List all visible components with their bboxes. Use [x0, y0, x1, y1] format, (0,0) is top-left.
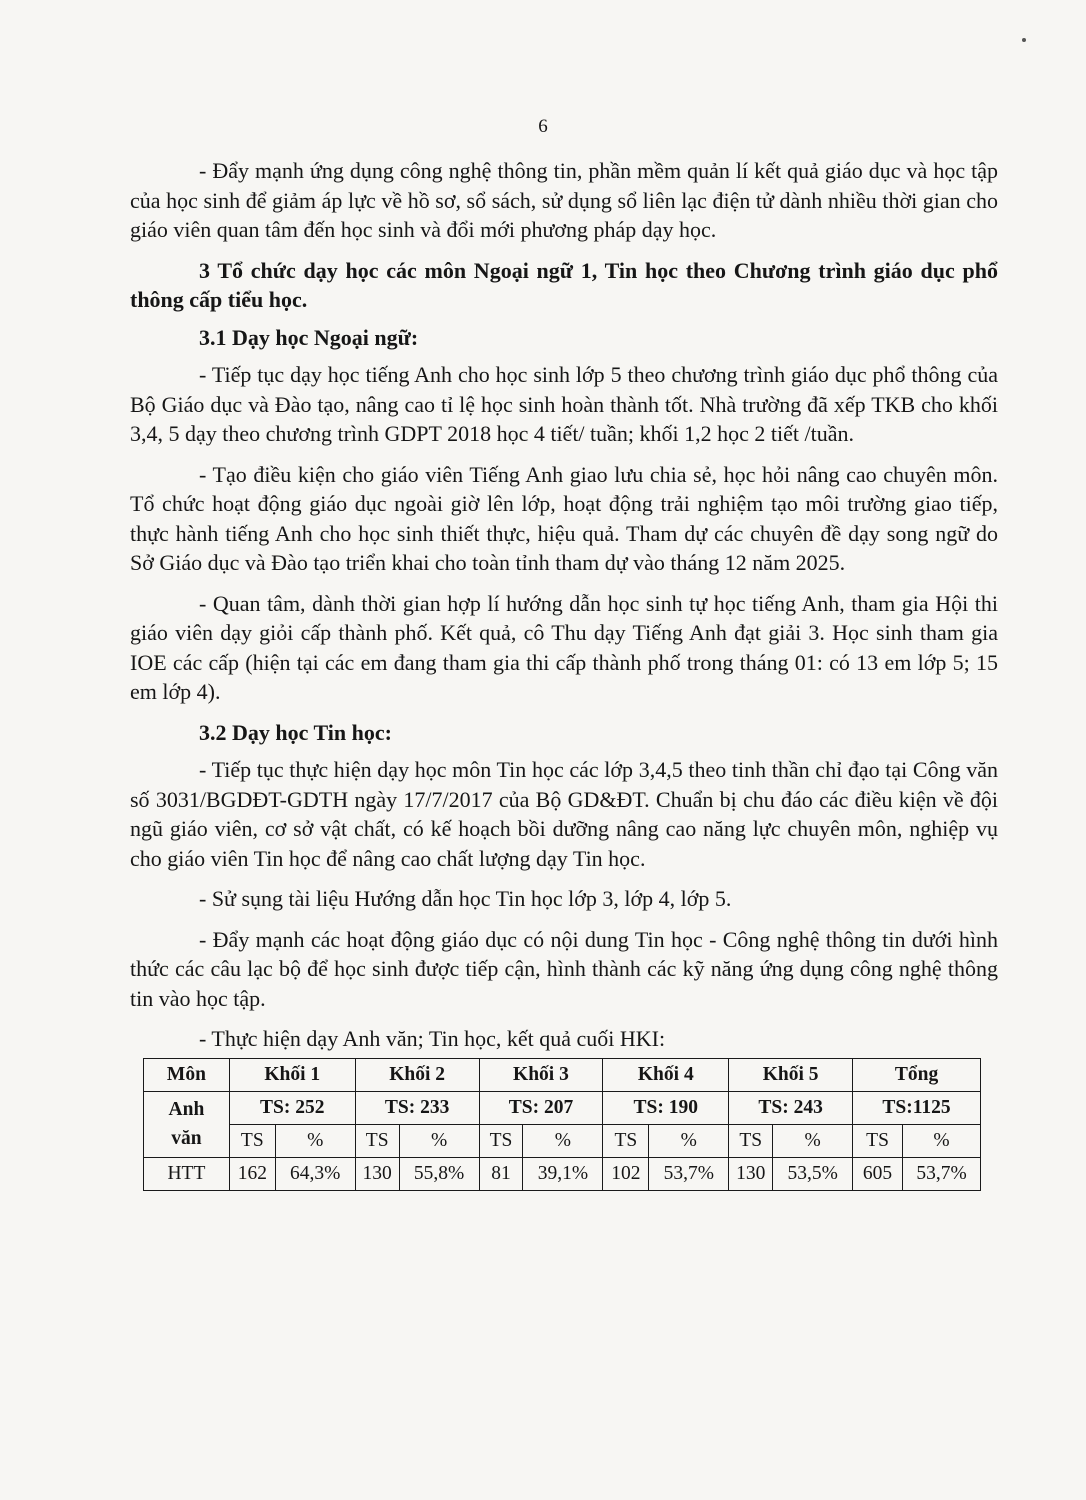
htt-pct-grade-2: 55,8% — [399, 1157, 479, 1190]
htt-count-total: 605 — [853, 1157, 903, 1190]
header-grade-5: Khối 5 — [729, 1058, 853, 1091]
paragraph-english-self-study: - Quan tâm, dành thời gian hợp lí hướng dẫn học sinh tự học tiếng Anh, tham gia Hội thi giáo viên dạy giỏi cấp thành phố. Kết quả, cô Thu dạy Tiếng Anh đạt giải 3. Học sinh tham gia IOE các cấp (hiện tại các em đang tham gia thi cấp thành phố trong tháng 01: có 13 em lớp 5; 15 em lớp 4). — [130, 590, 998, 704]
subject-name-line1: Anh — [168, 1098, 205, 1120]
htt-count-grade-3: 81 — [479, 1157, 523, 1190]
ts-label: TS — [355, 1124, 399, 1157]
paragraph-english-program: - Tiếp tục dạy học tiếng Anh cho học sinh lớp 5 theo chương trình giáo dục phổ thông của Bộ Giáo dục và Đào tạo, nâng cao tỉ lệ học sinh hoàn thành tốt. Nhà trường đã xếp TKB cho khối 3,4, 5 dạy theo chương trình GDPT 2018 học 4 tiết/ tuần; khối 1,2 học 2 tiết /tuần. — [130, 362, 998, 446]
htt-count-grade-1: 162 — [229, 1157, 275, 1190]
pct-label: % — [903, 1124, 981, 1157]
ts-label: TS — [853, 1124, 903, 1157]
pct-label: % — [275, 1124, 355, 1157]
total-grade-5: TS: 243 — [729, 1091, 853, 1124]
paragraph-informatics-program: - Tiếp tục thực hiện dạy học môn Tin học các lớp 3,4,5 theo tinh thần chỉ đạo tại Công văn số 3031/BGDĐT-GDTH ngày 17/7/2017 của Bộ GD&ĐT. Chuẩn bị chu đáo các điều kiện về đội ngũ giáo viên, cơ sở vật chất, có kế hoạch bồi dưỡng nâng cao năng lực chuyên môn, nghiệp vụ cho giáo viên Tin học để nâng cao chất lượng dạy Tin học. — [130, 757, 998, 871]
section-heading-3-2: 3.2 Dạy học Tin học: — [199, 719, 392, 745]
table-intro: - Thực hiện dạy Anh văn; Tin học, kết quả cuối HKI: — [199, 1026, 666, 1051]
paragraph-informatics-clubs: - Đẩy mạnh các hoạt động giáo dục có nội dung Tin học - Công nghệ thông tin dưới hình thức các câu lạc bộ để học sinh được tiếp cận, hình thành các kỹ năng ứng dụng công nghệ thông tin vào học tập. — [130, 926, 998, 1011]
htt-count-grade-5: 130 — [729, 1157, 773, 1190]
htt-count-grade-4: 102 — [603, 1157, 649, 1190]
header-grade-3: Khối 3 — [479, 1058, 603, 1091]
document-body — [130, 156, 998, 1191]
table-subheader-row — [144, 1124, 981, 1157]
pct-label: % — [523, 1124, 603, 1157]
htt-pct-grade-4: 53,7% — [649, 1157, 729, 1190]
results-table — [143, 1058, 981, 1191]
table-header-row — [144, 1058, 981, 1091]
ts-label: TS — [729, 1124, 773, 1157]
total-all: TS:1125 — [853, 1091, 981, 1124]
paragraph-english-teachers: - Tạo điều kiện cho giáo viên Tiếng Anh giao lưu chia sẻ, học hỏi nâng cao chuyên môn. Tổ chức hoạt động giáo dục ngoài giờ lên lớp, hoạt động trải nghiệm tạo môi trường giao tiếp, thực hành tiếng Anh cho học sinh thiết thực, hiệu quả. Tham dự các chuyên đề dạy song ngữ do Sở Giáo dục và Đào tạo triển khai cho toàn tỉnh tham dự vào tháng 12 năm 2025. — [130, 461, 998, 575]
htt-pct-grade-3: 39,1% — [523, 1157, 603, 1190]
header-grade-1: Khối 1 — [229, 1058, 355, 1091]
htt-pct-grade-5: 53,5% — [773, 1157, 853, 1190]
page-number: 6 — [538, 116, 548, 137]
header-grade-4: Khối 4 — [603, 1058, 729, 1091]
htt-pct-grade-1: 64,3% — [275, 1157, 355, 1190]
header-total: Tổng — [853, 1058, 981, 1091]
section-heading-3-1: 3.1 Dạy học Ngoại ngữ: — [199, 324, 419, 350]
htt-count-grade-2: 130 — [355, 1157, 399, 1190]
paragraph-it-application: - Đẩy mạnh ứng dụng công nghệ thông tin, phần mềm quản lí kết quả giáo dục và học tập của học sinh để giảm áp lực về hồ sơ, sổ sách, sử dụng sổ liên lạc điện tử dành nhiều thời gian cho giáo viên quan tâm đến học sinh và đổi mới phương pháp dạy học. — [130, 158, 998, 242]
subject-name-line2: văn — [171, 1128, 202, 1149]
ts-label: TS — [479, 1124, 523, 1157]
row-label-htt: HTT — [144, 1157, 230, 1190]
header-subject: Môn — [144, 1058, 230, 1091]
paragraph-informatics-materials: - Sử sụng tài liệu Hướng dẫn học Tin học lớp 3, lớp 4, lớp 5. — [199, 886, 732, 911]
total-grade-2: TS: 233 — [355, 1091, 479, 1124]
total-grade-3: TS: 207 — [479, 1091, 603, 1124]
scan-speck — [1022, 38, 1026, 42]
total-grade-1: TS: 252 — [229, 1091, 355, 1124]
header-grade-2: Khối 2 — [355, 1058, 479, 1091]
pct-label: % — [773, 1124, 853, 1157]
subject-name-cell — [144, 1091, 230, 1157]
htt-pct-total: 53,7% — [903, 1157, 981, 1190]
pct-label: % — [649, 1124, 729, 1157]
ts-label: TS — [229, 1124, 275, 1157]
table-data-row-htt — [144, 1157, 981, 1190]
section-heading-3: 3 Tổ chức dạy học các môn Ngoại ngữ 1, Tin học theo Chương trình giáo dục phổ thông cấp tiểu học. — [130, 257, 998, 312]
ts-label: TS — [603, 1124, 649, 1157]
table-totals-row — [144, 1091, 981, 1124]
pct-label: % — [399, 1124, 479, 1157]
total-grade-4: TS: 190 — [603, 1091, 729, 1124]
